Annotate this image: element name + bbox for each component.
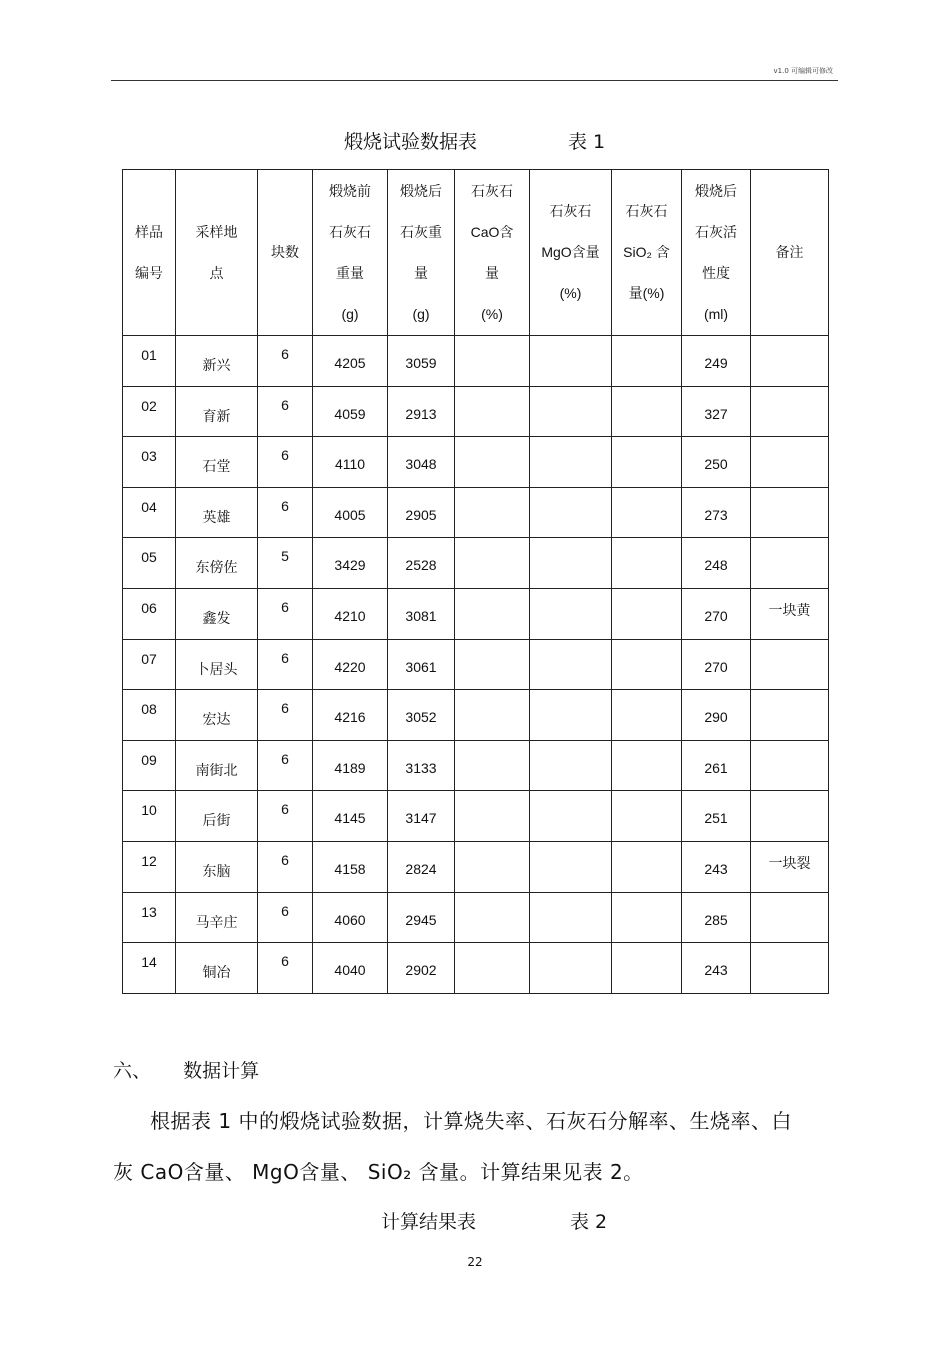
sample-id-cell-text: 06 <box>141 599 157 616</box>
weight-after-cell <box>388 690 455 741</box>
column-header-line: (g) <box>412 305 430 322</box>
weight-before-cell-text: 4145 <box>334 810 366 827</box>
weight-after-cell-text: 3081 <box>405 607 437 624</box>
weight-after-cell-text: 2905 <box>405 506 437 523</box>
column-header-line: 石灰石 <box>329 223 371 240</box>
table-row <box>123 437 829 488</box>
weight-before-cell-text: 4110 <box>334 456 366 473</box>
table-row <box>123 690 829 741</box>
weight-after-cell <box>388 791 455 842</box>
sample-id-cell <box>123 892 176 943</box>
weight-before-cell-text: 4210 <box>334 607 366 624</box>
column-header-line: 块数 <box>271 244 299 260</box>
table-row <box>123 336 829 387</box>
location-cell <box>176 791 258 842</box>
activity-cell-text: 249 <box>704 355 728 371</box>
column-header <box>612 170 682 336</box>
weight-after-cell-text: 3048 <box>405 456 437 473</box>
table-row <box>123 588 829 639</box>
cao-content-cell <box>455 487 530 538</box>
weight-before-cell-text: 4216 <box>334 709 366 726</box>
sample-id-cell-text: 02 <box>141 397 157 414</box>
block-count-cell <box>258 487 313 538</box>
weight-after-cell <box>388 487 455 538</box>
weight-before-cell <box>313 336 388 387</box>
activity-cell <box>682 791 751 842</box>
sio2-content-cell <box>612 791 682 842</box>
sample-id-cell <box>123 487 176 538</box>
sample-id-cell-text: 09 <box>141 751 157 768</box>
table-row <box>123 943 829 994</box>
weight-after-cell <box>388 841 455 892</box>
mgo-content-cell <box>530 639 612 690</box>
weight-after-cell <box>388 892 455 943</box>
cao-content-cell <box>455 791 530 842</box>
cao-content-cell <box>455 336 530 387</box>
mgo-content-cell <box>530 386 612 437</box>
block-count-cell <box>258 437 313 488</box>
weight-after-cell-text: 2528 <box>405 557 437 574</box>
activity-cell-text: 327 <box>704 405 728 422</box>
block-count-cell-text: 6 <box>281 346 289 362</box>
weight-after-cell-text: 2945 <box>405 911 437 928</box>
column-header-line: CaO含 <box>470 223 514 240</box>
location-cell-text: 英雄 <box>202 508 231 525</box>
cao-content-cell <box>455 386 530 437</box>
column-header-line: 量 <box>414 264 428 281</box>
table-row <box>123 892 829 943</box>
activity-cell-text: 250 <box>704 456 728 473</box>
weight-after-cell <box>388 538 455 589</box>
table2-title: 计算结果表 <box>381 1211 477 1233</box>
mgo-content-cell <box>530 841 612 892</box>
sio2-content-cell <box>612 538 682 589</box>
sio2-content-cell <box>612 639 682 690</box>
note-cell-text: 一块裂 <box>768 854 811 871</box>
block-count-cell-text: 6 <box>281 902 289 919</box>
column-header-line: MgO含量 <box>541 244 600 260</box>
weight-before-cell <box>313 487 388 538</box>
column-header-line: 重量 <box>336 264 364 281</box>
weight-before-cell-text: 4220 <box>334 658 366 675</box>
activity-cell-text: 270 <box>704 658 728 675</box>
table-body <box>123 336 829 994</box>
table-row <box>123 538 829 589</box>
sample-id-cell-text: 04 <box>141 498 157 515</box>
block-count-cell <box>258 588 313 639</box>
sample-id-cell-text: 05 <box>141 549 157 566</box>
sample-id-cell <box>123 588 176 639</box>
paragraph-line-1: 根据表 1 中的煅烧试验数据，计算烧失率、石灰石分解率、生烧率、白 <box>150 1109 792 1133</box>
table-row <box>123 740 829 791</box>
column-header-line: 量 <box>485 264 499 281</box>
sio2-content-cell <box>612 437 682 488</box>
block-count-cell <box>258 892 313 943</box>
block-count-cell <box>258 538 313 589</box>
sio2-content-cell <box>612 690 682 741</box>
weight-before-cell <box>313 588 388 639</box>
weight-after-cell <box>388 336 455 387</box>
location-cell <box>176 740 258 791</box>
column-header-line: 样品 <box>135 223 163 240</box>
activity-cell <box>682 740 751 791</box>
sample-id-cell-text: 14 <box>141 954 157 971</box>
weight-after-cell <box>388 943 455 994</box>
weight-after-cell-text: 2913 <box>405 405 437 422</box>
activity-cell-text: 290 <box>704 709 728 726</box>
weight-after-cell-text: 3052 <box>405 709 437 726</box>
sample-id-cell <box>123 791 176 842</box>
note-cell <box>751 336 829 387</box>
block-count-cell-text: 6 <box>281 396 289 413</box>
mgo-content-cell <box>530 437 612 488</box>
sample-id-cell <box>123 336 176 387</box>
section-title: 数据计算 <box>183 1060 260 1082</box>
block-count-cell-text: 5 <box>281 548 289 565</box>
weight-before-cell <box>313 740 388 791</box>
location-cell <box>176 538 258 589</box>
note-cell <box>751 791 829 842</box>
mgo-content-cell <box>530 588 612 639</box>
cao-content-cell <box>455 740 530 791</box>
block-count-cell-text: 6 <box>281 598 289 615</box>
table-row <box>123 791 829 842</box>
activity-cell <box>682 437 751 488</box>
weight-before-cell-text: 4189 <box>334 759 366 776</box>
block-count-cell <box>258 791 313 842</box>
section-heading <box>113 1056 259 1083</box>
weight-after-cell <box>388 639 455 690</box>
location-cell-text: 新兴 <box>202 357 231 373</box>
mgo-content-cell <box>530 740 612 791</box>
weight-before-cell <box>313 386 388 437</box>
page-number: 22 <box>467 1255 483 1269</box>
location-cell-text: 卜居头 <box>195 660 238 677</box>
activity-cell <box>682 336 751 387</box>
activity-cell <box>682 538 751 589</box>
sio2-content-cell <box>612 487 682 538</box>
calcination-data-table <box>122 169 829 994</box>
cao-content-cell <box>455 841 530 892</box>
sample-id-cell-text: 10 <box>141 802 157 819</box>
cao-content-cell <box>455 639 530 690</box>
location-cell <box>176 892 258 943</box>
sio2-content-cell <box>612 386 682 437</box>
note-cell <box>751 487 829 538</box>
weight-before-cell <box>313 892 388 943</box>
table-row <box>123 487 829 538</box>
note-cell <box>751 386 829 437</box>
cao-content-cell <box>455 892 530 943</box>
mgo-content-cell <box>530 892 612 943</box>
weight-before-cell <box>313 791 388 842</box>
block-count-cell-text: 6 <box>281 851 289 868</box>
block-count-cell <box>258 943 313 994</box>
activity-cell <box>682 386 751 437</box>
column-header-line: SiO₂ 含 <box>623 244 670 260</box>
table1-number: 表 1 <box>568 131 606 153</box>
column-header <box>682 170 751 336</box>
activity-cell <box>682 690 751 741</box>
weight-before-cell <box>313 943 388 994</box>
column-header <box>258 170 313 336</box>
location-cell-text: 东脑 <box>202 862 231 879</box>
weight-before-cell <box>313 538 388 589</box>
weight-after-cell-text: 3133 <box>405 759 437 776</box>
block-count-cell-text: 6 <box>281 497 289 514</box>
sample-id-cell-text: 12 <box>141 852 157 869</box>
location-cell <box>176 690 258 741</box>
sample-id-cell-text: 01 <box>141 347 157 363</box>
column-header-line: (ml) <box>703 305 729 322</box>
note-cell <box>751 740 829 791</box>
column-header <box>176 170 258 336</box>
weight-after-cell <box>388 386 455 437</box>
location-cell <box>176 487 258 538</box>
cao-content-cell <box>455 437 530 488</box>
activity-cell-text: 243 <box>704 860 728 877</box>
weight-before-cell-text: 4060 <box>334 911 366 928</box>
activity-cell-text: 251 <box>704 810 728 827</box>
mgo-content-cell <box>530 943 612 994</box>
table-row <box>123 841 829 892</box>
block-count-cell-text: 6 <box>281 700 289 717</box>
section-number: 六、 <box>113 1060 152 1082</box>
activity-cell <box>682 588 751 639</box>
column-header-line: 性度 <box>702 264 730 281</box>
location-cell <box>176 639 258 690</box>
column-header-line: 备注 <box>775 244 804 260</box>
sio2-content-cell <box>612 588 682 639</box>
activity-cell <box>682 487 751 538</box>
location-cell <box>176 336 258 387</box>
sample-id-cell <box>123 437 176 488</box>
table-header-row <box>123 170 829 336</box>
column-header-line: 石灰石 <box>471 182 513 199</box>
activity-cell-text: 261 <box>704 759 728 776</box>
sample-id-cell <box>123 740 176 791</box>
column-header <box>751 170 829 336</box>
block-count-cell-text: 6 <box>281 953 289 970</box>
block-count-cell-text: 6 <box>281 801 289 818</box>
activity-cell-text: 285 <box>704 911 728 928</box>
column-header-line: 石灰石 <box>549 203 592 219</box>
column-header-line: 石灰石 <box>625 203 668 219</box>
mgo-content-cell <box>530 538 612 589</box>
weight-before-cell-text: 4059 <box>334 405 366 422</box>
location-cell-text: 后街 <box>202 812 231 829</box>
weight-before-cell-text: 4158 <box>334 860 366 877</box>
sample-id-cell <box>123 386 176 437</box>
block-count-cell-text: 6 <box>281 649 289 666</box>
location-cell-text: 南街北 <box>195 761 238 778</box>
column-header-line: 石灰重 <box>400 223 442 240</box>
activity-cell-text: 243 <box>704 962 728 979</box>
column-header <box>388 170 455 336</box>
note-cell <box>751 690 829 741</box>
location-cell-text: 育新 <box>202 407 231 424</box>
block-count-cell <box>258 841 313 892</box>
sample-id-cell-text: 07 <box>141 650 157 667</box>
table-row <box>123 639 829 690</box>
column-header <box>123 170 176 336</box>
column-header-line: 采样地 <box>195 223 238 240</box>
note-cell <box>751 639 829 690</box>
block-count-cell <box>258 336 313 387</box>
note-cell <box>751 538 829 589</box>
column-header-line: 煅烧后 <box>400 182 442 199</box>
location-cell <box>176 841 258 892</box>
column-header <box>530 170 612 336</box>
sample-id-cell <box>123 943 176 994</box>
location-cell <box>176 588 258 639</box>
weight-before-cell-text: 4205 <box>334 355 366 371</box>
sample-id-cell-text: 13 <box>141 903 157 920</box>
location-cell-text: 石堂 <box>202 458 231 475</box>
sio2-content-cell <box>612 336 682 387</box>
location-cell-text: 东傍佐 <box>195 559 238 576</box>
cao-content-cell <box>455 588 530 639</box>
table-row <box>123 386 829 437</box>
activity-cell <box>682 841 751 892</box>
mgo-content-cell <box>530 690 612 741</box>
activity-cell <box>682 943 751 994</box>
weight-before-cell <box>313 437 388 488</box>
location-cell-text: 宏达 <box>202 711 231 728</box>
location-cell-text: 铜冶 <box>202 964 231 981</box>
note-cell <box>751 943 829 994</box>
note-cell <box>751 841 829 892</box>
cao-content-cell <box>455 690 530 741</box>
column-header <box>313 170 388 336</box>
weight-before-cell-text: 4040 <box>334 962 366 979</box>
table1-title: 煅烧试验数据表 <box>344 131 478 153</box>
weight-after-cell-text: 3147 <box>405 810 437 827</box>
header-rule <box>111 80 838 81</box>
weight-after-cell <box>388 588 455 639</box>
weight-before-cell <box>313 841 388 892</box>
column-header-line: 点 <box>209 264 224 281</box>
column-header <box>455 170 530 336</box>
column-header-line: (g) <box>341 305 359 322</box>
note-cell <box>751 588 829 639</box>
location-cell <box>176 437 258 488</box>
sample-id-cell <box>123 538 176 589</box>
paragraph-line-2: 灰 CaO含量、 MgO含量、 SiO₂ 含量。计算结果见表 2。 <box>113 1160 644 1184</box>
activity-cell <box>682 639 751 690</box>
block-count-cell-text: 6 <box>281 447 289 464</box>
column-header-line: (%) <box>481 305 503 322</box>
column-header-line: 煅烧后 <box>695 182 737 199</box>
sample-id-cell <box>123 841 176 892</box>
table2-number: 表 2 <box>570 1211 608 1233</box>
location-cell-text: 鑫发 <box>202 609 231 626</box>
weight-after-cell-text: 3061 <box>405 658 437 675</box>
mgo-content-cell <box>530 791 612 842</box>
column-header-line: (%) <box>559 285 582 301</box>
activity-cell-text: 270 <box>704 607 728 624</box>
cao-content-cell <box>455 538 530 589</box>
sample-id-cell <box>123 690 176 741</box>
mgo-content-cell <box>530 487 612 538</box>
block-count-cell <box>258 690 313 741</box>
block-count-cell-text: 6 <box>281 750 289 767</box>
weight-before-cell <box>313 690 388 741</box>
sample-id-cell-text: 08 <box>141 701 157 718</box>
block-count-cell <box>258 639 313 690</box>
note-cell <box>751 892 829 943</box>
weight-after-cell <box>388 437 455 488</box>
sio2-content-cell <box>612 943 682 994</box>
weight-after-cell-text: 2902 <box>405 962 437 979</box>
weight-after-cell-text: 2824 <box>405 860 437 877</box>
mgo-content-cell <box>530 336 612 387</box>
weight-before-cell-text: 3429 <box>334 557 366 574</box>
sample-id-cell-text: 03 <box>141 448 157 465</box>
column-header-line: 编号 <box>135 264 163 281</box>
column-header-line: 石灰活 <box>695 223 737 240</box>
column-header-line: 煅烧前 <box>329 182 371 199</box>
location-cell <box>176 386 258 437</box>
location-cell-text: 马辛庄 <box>195 913 238 930</box>
weight-after-cell-text: 3059 <box>405 355 437 371</box>
sample-id-cell <box>123 639 176 690</box>
note-cell-text: 一块黄 <box>768 601 811 618</box>
block-count-cell <box>258 740 313 791</box>
version-label: v1.0 可编辑可修改 <box>773 67 833 75</box>
block-count-cell <box>258 386 313 437</box>
location-cell <box>176 943 258 994</box>
cao-content-cell <box>455 943 530 994</box>
activity-cell <box>682 892 751 943</box>
activity-cell-text: 273 <box>704 506 728 523</box>
weight-after-cell <box>388 740 455 791</box>
weight-before-cell <box>313 639 388 690</box>
column-header-line: 量(%) <box>628 285 665 301</box>
activity-cell-text: 248 <box>704 557 728 574</box>
sio2-content-cell <box>612 841 682 892</box>
weight-before-cell-text: 4005 <box>334 506 366 523</box>
sio2-content-cell <box>612 892 682 943</box>
sio2-content-cell <box>612 740 682 791</box>
note-cell <box>751 437 829 488</box>
